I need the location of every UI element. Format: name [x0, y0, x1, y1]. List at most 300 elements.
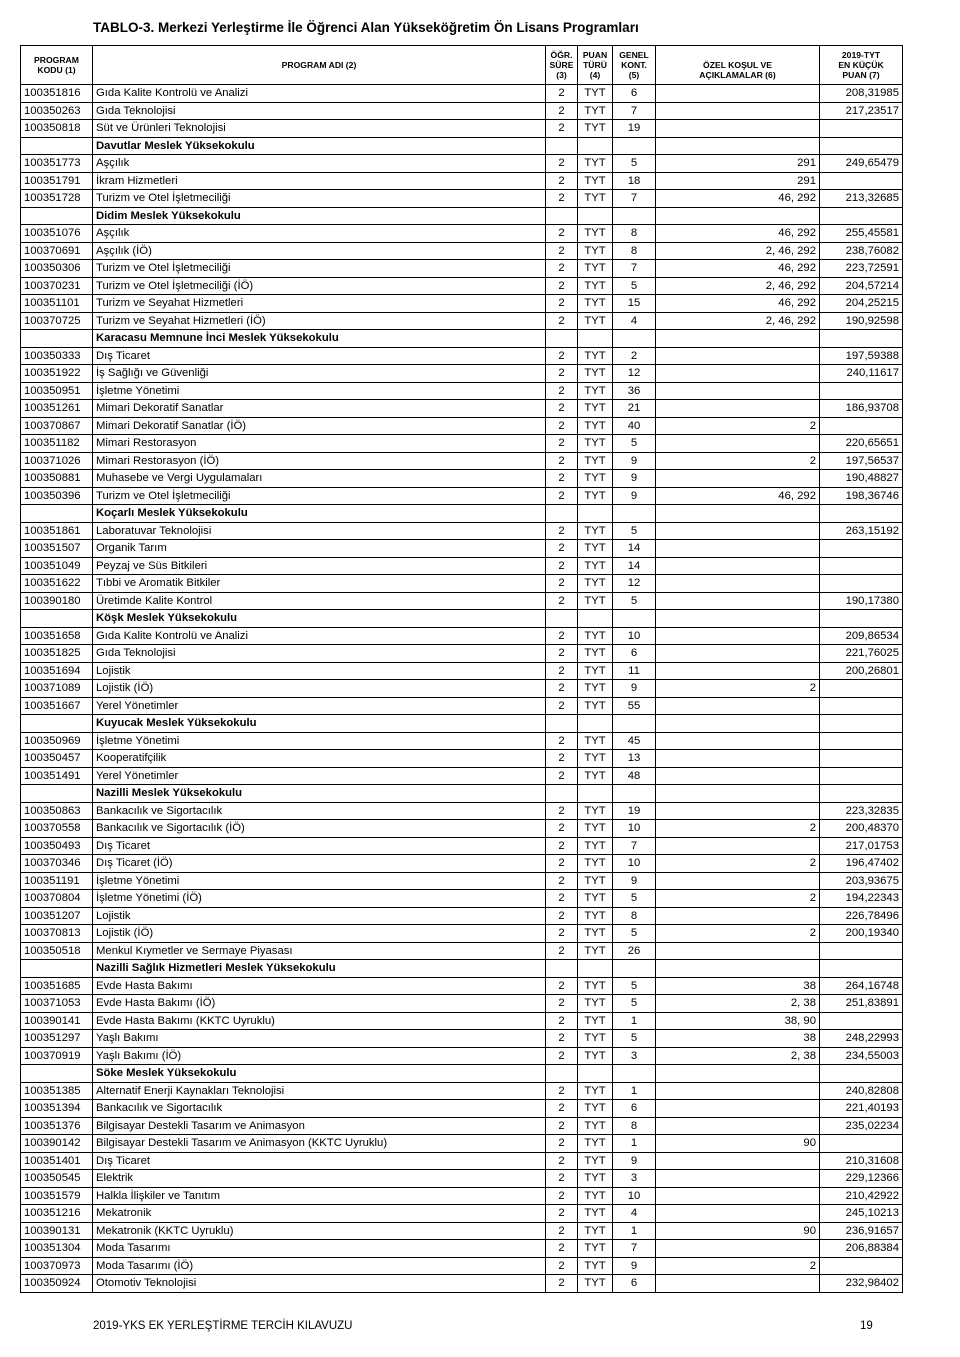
empty-cell [820, 960, 903, 978]
duration-cell: 2 [546, 1170, 578, 1188]
program-code-cell: 100351401 [21, 1152, 93, 1170]
quota-cell: 5 [613, 995, 656, 1013]
duration-cell: 2 [546, 260, 578, 278]
min-score-cell: 209,86534 [820, 627, 903, 645]
header-program-code: PROGRAM KODU (1) [21, 46, 93, 85]
quota-cell: 8 [613, 225, 656, 243]
program-name-cell: Bankacılık ve Sigortacılık [93, 1100, 546, 1118]
group-row [21, 610, 903, 628]
program-name-cell: Aşçılık [93, 225, 546, 243]
program-code-cell: 100350951 [21, 382, 93, 400]
special-conditions-cell [656, 592, 820, 610]
duration-cell: 2 [546, 855, 578, 873]
duration-cell: 2 [546, 925, 578, 943]
empty-cell [21, 330, 93, 348]
special-conditions-cell [656, 1082, 820, 1100]
empty-cell [578, 1065, 613, 1083]
program-name-cell: Yerel Yönetimler [93, 767, 546, 785]
program-name-cell: Lojistik (İÖ) [93, 925, 546, 943]
program-code-cell: 100350333 [21, 347, 93, 365]
program-name-cell: Peyzaj ve Süs Bitkileri [93, 557, 546, 575]
group-row [21, 785, 903, 803]
program-name-cell: Evde Hasta Bakımı [93, 977, 546, 995]
special-conditions-cell [656, 120, 820, 138]
program-name-cell: Lojistik (İÖ) [93, 680, 546, 698]
program-name-cell: Mimari Dekoratif Sanatlar [93, 400, 546, 418]
duration-cell: 2 [546, 977, 578, 995]
empty-cell [613, 960, 656, 978]
program-name-cell: Üretimde Kalite Kontrol [93, 592, 546, 610]
table-row [21, 435, 903, 453]
program-code-cell: 100351825 [21, 645, 93, 663]
group-name-cell: Kuyucak Meslek Yüksekokulu [93, 715, 546, 733]
group-row [21, 960, 903, 978]
duration-cell: 2 [546, 680, 578, 698]
score-type-cell: TYT [578, 995, 613, 1013]
duration-cell: 2 [546, 347, 578, 365]
score-type-cell: TYT [578, 1257, 613, 1275]
score-type-cell: TYT [578, 1100, 613, 1118]
quota-cell: 1 [613, 1135, 656, 1153]
quota-cell: 5 [613, 1030, 656, 1048]
score-type-cell: TYT [578, 557, 613, 575]
duration-cell: 2 [546, 487, 578, 505]
header-program-name: PROGRAM ADI (2) [93, 46, 546, 85]
table-row [21, 942, 903, 960]
empty-cell [656, 785, 820, 803]
quota-cell: 11 [613, 662, 656, 680]
min-score-cell: 221,40193 [820, 1100, 903, 1118]
duration-cell: 2 [546, 907, 578, 925]
program-name-cell: Muhasebe ve Vergi Uygulamaları [93, 470, 546, 488]
table-row [21, 1205, 903, 1223]
program-name-cell: Mimari Restorasyon (İÖ) [93, 452, 546, 470]
duration-cell: 2 [546, 1012, 578, 1030]
empty-cell [546, 785, 578, 803]
score-type-cell: TYT [578, 732, 613, 750]
table-row [21, 120, 903, 138]
table-row [21, 1187, 903, 1205]
min-score-cell: 232,98402 [820, 1275, 903, 1293]
table-row [21, 347, 903, 365]
program-name-cell: Dış Ticaret [93, 347, 546, 365]
table-row [21, 1170, 903, 1188]
program-code-cell: 100390180 [21, 592, 93, 610]
program-code-cell: 100351694 [21, 662, 93, 680]
min-score-cell [820, 767, 903, 785]
duration-cell: 2 [546, 365, 578, 383]
table-row [21, 855, 903, 873]
table-row [21, 260, 903, 278]
min-score-cell: 194,22343 [820, 890, 903, 908]
table-row [21, 417, 903, 435]
program-name-cell: Dış Ticaret [93, 1152, 546, 1170]
empty-cell [546, 207, 578, 225]
empty-cell [656, 960, 820, 978]
quota-cell: 12 [613, 575, 656, 593]
footer-guide-title: 2019-YKS EK YERLEŞTİRME TERCİH KILAVUZU [93, 1320, 353, 1332]
program-code-cell: 100350969 [21, 732, 93, 750]
special-conditions-cell: 2 [656, 452, 820, 470]
empty-cell [820, 715, 903, 733]
score-type-cell: TYT [578, 225, 613, 243]
empty-cell [21, 960, 93, 978]
special-conditions-cell [656, 802, 820, 820]
score-type-cell: TYT [578, 102, 613, 120]
min-score-cell [820, 750, 903, 768]
score-type-cell: TYT [578, 872, 613, 890]
min-score-cell [820, 172, 903, 190]
program-code-cell: 100351385 [21, 1082, 93, 1100]
program-code-cell: 100370804 [21, 890, 93, 908]
score-type-cell: TYT [578, 1240, 613, 1258]
empty-cell [578, 330, 613, 348]
quota-cell: 8 [613, 1117, 656, 1135]
min-score-cell: 223,32835 [820, 802, 903, 820]
min-score-cell: 200,19340 [820, 925, 903, 943]
program-name-cell: Otomotiv Teknolojisi [93, 1275, 546, 1293]
program-name-cell: Aşçılık (İÖ) [93, 242, 546, 260]
program-code-cell: 100351507 [21, 540, 93, 558]
empty-cell [613, 785, 656, 803]
group-row [21, 207, 903, 225]
min-score-cell: 236,91657 [820, 1222, 903, 1240]
program-name-cell: Kooperatifçilik [93, 750, 546, 768]
min-score-cell: 263,15192 [820, 522, 903, 540]
program-code-cell: 100351304 [21, 1240, 93, 1258]
duration-cell: 2 [546, 575, 578, 593]
duration-cell: 2 [546, 1257, 578, 1275]
quota-cell: 15 [613, 295, 656, 313]
duration-cell: 2 [546, 295, 578, 313]
score-type-cell: TYT [578, 522, 613, 540]
program-code-cell: 100370231 [21, 277, 93, 295]
empty-cell [578, 610, 613, 628]
quota-cell: 36 [613, 382, 656, 400]
duration-cell: 2 [546, 435, 578, 453]
program-name-cell: Moda Tasarımı (İÖ) [93, 1257, 546, 1275]
duration-cell: 2 [546, 190, 578, 208]
table-row [21, 837, 903, 855]
min-score-cell [820, 120, 903, 138]
special-conditions-cell [656, 1205, 820, 1223]
min-score-cell: 248,22993 [820, 1030, 903, 1048]
quota-cell: 13 [613, 750, 656, 768]
empty-cell [546, 137, 578, 155]
table-row [21, 522, 903, 540]
quota-cell: 8 [613, 242, 656, 260]
program-code-cell: 100370558 [21, 820, 93, 838]
page-title: TABLO-3. Merkezi Yerleştirme İle Öğrenci Alan Yükseköğretim Ön Lisans Programları [93, 20, 639, 35]
quota-cell: 48 [613, 767, 656, 785]
table-row [21, 1275, 903, 1293]
program-name-cell: Mekatronik (KKTC Uyruklu) [93, 1222, 546, 1240]
min-score-cell: 240,11617 [820, 365, 903, 383]
quota-cell: 6 [613, 1275, 656, 1293]
score-type-cell: TYT [578, 977, 613, 995]
table-row [21, 1082, 903, 1100]
quota-cell: 55 [613, 697, 656, 715]
score-type-cell: TYT [578, 1152, 613, 1170]
quota-cell: 1 [613, 1222, 656, 1240]
quota-cell: 1 [613, 1012, 656, 1030]
program-name-cell: Moda Tasarımı [93, 1240, 546, 1258]
empty-cell [656, 505, 820, 523]
min-score-cell [820, 1135, 903, 1153]
empty-cell [546, 960, 578, 978]
quota-cell: 9 [613, 470, 656, 488]
special-conditions-cell: 291 [656, 155, 820, 173]
program-name-cell: Aşçılık [93, 155, 546, 173]
score-type-cell: TYT [578, 540, 613, 558]
program-code-cell: 100350396 [21, 487, 93, 505]
table-row [21, 452, 903, 470]
quota-cell: 10 [613, 1187, 656, 1205]
min-score-cell: 203,93675 [820, 872, 903, 890]
special-conditions-cell [656, 662, 820, 680]
program-code-cell: 100350263 [21, 102, 93, 120]
min-score-cell: 264,16748 [820, 977, 903, 995]
program-name-cell: Turizm ve Otel İşletmeciliği [93, 260, 546, 278]
duration-cell: 2 [546, 1275, 578, 1293]
quota-cell: 9 [613, 872, 656, 890]
score-type-cell: TYT [578, 260, 613, 278]
empty-cell [21, 715, 93, 733]
table-row [21, 295, 903, 313]
special-conditions-cell [656, 872, 820, 890]
table-row [21, 575, 903, 593]
special-conditions-cell [656, 102, 820, 120]
duration-cell: 2 [546, 1047, 578, 1065]
program-code-cell: 100350545 [21, 1170, 93, 1188]
min-score-cell [820, 697, 903, 715]
table-row [21, 907, 903, 925]
special-conditions-cell: 90 [656, 1222, 820, 1240]
quota-cell: 6 [613, 85, 656, 103]
special-conditions-cell: 46, 292 [656, 225, 820, 243]
score-type-cell: TYT [578, 85, 613, 103]
duration-cell: 2 [546, 1117, 578, 1135]
duration-cell: 2 [546, 557, 578, 575]
program-code-cell: 100351491 [21, 767, 93, 785]
program-name-cell: Tıbbi ve Aromatik Bitkiler [93, 575, 546, 593]
program-code-cell: 100351728 [21, 190, 93, 208]
score-type-cell: TYT [578, 1082, 613, 1100]
score-type-cell: TYT [578, 190, 613, 208]
quota-cell: 4 [613, 1205, 656, 1223]
score-type-cell: TYT [578, 172, 613, 190]
program-name-cell: Gıda Teknolojisi [93, 645, 546, 663]
special-conditions-cell [656, 1152, 820, 1170]
min-score-cell: 210,42922 [820, 1187, 903, 1205]
special-conditions-cell: 2 [656, 890, 820, 908]
special-conditions-cell [656, 85, 820, 103]
table-row [21, 277, 903, 295]
empty-cell [21, 1065, 93, 1083]
table-row [21, 1117, 903, 1135]
table-row [21, 1222, 903, 1240]
score-type-cell: TYT [578, 487, 613, 505]
empty-cell [656, 1065, 820, 1083]
empty-cell [656, 330, 820, 348]
table-row [21, 365, 903, 383]
program-code-cell: 100370346 [21, 855, 93, 873]
quota-cell: 7 [613, 260, 656, 278]
program-name-cell: Menkul Kıymetler ve Sermaye Piyasası [93, 942, 546, 960]
special-conditions-cell: 2 [656, 680, 820, 698]
empty-cell [578, 137, 613, 155]
score-type-cell: TYT [578, 942, 613, 960]
empty-cell [820, 207, 903, 225]
table-row [21, 697, 903, 715]
group-name-cell: Söke Meslek Yüksekokulu [93, 1065, 546, 1083]
special-conditions-cell [656, 575, 820, 593]
table-row [21, 557, 903, 575]
quota-cell: 21 [613, 400, 656, 418]
program-code-cell: 100351579 [21, 1187, 93, 1205]
quota-cell: 19 [613, 120, 656, 138]
score-type-cell: TYT [578, 855, 613, 873]
duration-cell: 2 [546, 645, 578, 663]
special-conditions-cell: 2, 38 [656, 995, 820, 1013]
group-name-cell: Davutlar Meslek Yüksekokulu [93, 137, 546, 155]
program-code-cell: 100351658 [21, 627, 93, 645]
score-type-cell: TYT [578, 1205, 613, 1223]
min-score-cell: 235,02234 [820, 1117, 903, 1135]
table-row [21, 995, 903, 1013]
score-type-cell: TYT [578, 382, 613, 400]
special-conditions-cell: 38, 90 [656, 1012, 820, 1030]
program-code-cell: 100351622 [21, 575, 93, 593]
score-type-cell: TYT [578, 1047, 613, 1065]
score-type-cell: TYT [578, 1117, 613, 1135]
special-conditions-cell [656, 1100, 820, 1118]
quota-cell: 6 [613, 645, 656, 663]
table-row [21, 1135, 903, 1153]
min-score-cell: 240,82808 [820, 1082, 903, 1100]
special-conditions-cell [656, 1187, 820, 1205]
table-row [21, 172, 903, 190]
score-type-cell: TYT [578, 802, 613, 820]
duration-cell: 2 [546, 662, 578, 680]
duration-cell: 2 [546, 890, 578, 908]
special-conditions-cell: 2 [656, 1257, 820, 1275]
empty-cell [820, 610, 903, 628]
program-code-cell: 100351297 [21, 1030, 93, 1048]
program-name-cell: Evde Hasta Bakımı (KKTC Uyruklu) [93, 1012, 546, 1030]
program-code-cell: 100351049 [21, 557, 93, 575]
empty-cell [578, 715, 613, 733]
empty-cell [578, 207, 613, 225]
empty-cell [546, 715, 578, 733]
program-code-cell: 100350457 [21, 750, 93, 768]
table-row [21, 732, 903, 750]
empty-cell [656, 137, 820, 155]
program-code-cell: 100370867 [21, 417, 93, 435]
header-duration: ÖĞR. SÜRE (3) [546, 46, 578, 85]
duration-cell: 2 [546, 400, 578, 418]
quota-cell: 12 [613, 365, 656, 383]
table-row [21, 767, 903, 785]
empty-cell [21, 137, 93, 155]
min-score-cell: 190,17380 [820, 592, 903, 610]
group-name-cell: Karacasu Memnune İnci Meslek Yüksekokulu [93, 330, 546, 348]
score-type-cell: TYT [578, 452, 613, 470]
empty-cell [578, 960, 613, 978]
group-row [21, 505, 903, 523]
min-score-cell: 251,83891 [820, 995, 903, 1013]
quota-cell: 9 [613, 680, 656, 698]
min-score-cell: 234,55003 [820, 1047, 903, 1065]
duration-cell: 2 [546, 1152, 578, 1170]
program-name-cell: Mimari Dekoratif Sanatlar (İÖ) [93, 417, 546, 435]
table-row [21, 242, 903, 260]
duration-cell: 2 [546, 312, 578, 330]
empty-cell [546, 1065, 578, 1083]
quota-cell: 5 [613, 977, 656, 995]
min-score-cell: 223,72591 [820, 260, 903, 278]
group-row [21, 330, 903, 348]
min-score-cell: 196,47402 [820, 855, 903, 873]
score-type-cell: TYT [578, 312, 613, 330]
table-row [21, 487, 903, 505]
score-type-cell: TYT [578, 120, 613, 138]
special-conditions-cell [656, 1275, 820, 1293]
program-code-cell: 100351922 [21, 365, 93, 383]
score-type-cell: TYT [578, 627, 613, 645]
program-code-cell: 100351216 [21, 1205, 93, 1223]
special-conditions-cell [656, 470, 820, 488]
score-type-cell: TYT [578, 1222, 613, 1240]
quota-cell: 2 [613, 347, 656, 365]
special-conditions-cell: 46, 292 [656, 487, 820, 505]
special-conditions-cell [656, 365, 820, 383]
score-type-cell: TYT [578, 417, 613, 435]
score-type-cell: TYT [578, 925, 613, 943]
duration-cell: 2 [546, 697, 578, 715]
program-name-cell: Turizm ve Otel İşletmeciliği (İÖ) [93, 277, 546, 295]
quota-cell: 40 [613, 417, 656, 435]
table-row [21, 1240, 903, 1258]
min-score-cell: 249,65479 [820, 155, 903, 173]
score-type-cell: TYT [578, 645, 613, 663]
quota-cell: 19 [613, 802, 656, 820]
min-score-cell: 229,12366 [820, 1170, 903, 1188]
program-name-cell: İkram Hizmetleri [93, 172, 546, 190]
program-name-cell: Dış Ticaret [93, 837, 546, 855]
duration-cell: 2 [546, 995, 578, 1013]
program-code-cell: 100351261 [21, 400, 93, 418]
empty-cell [21, 610, 93, 628]
min-score-cell: 190,48827 [820, 470, 903, 488]
program-code-cell: 100351207 [21, 907, 93, 925]
min-score-cell: 206,88384 [820, 1240, 903, 1258]
table-row [21, 102, 903, 120]
duration-cell: 2 [546, 1082, 578, 1100]
special-conditions-cell: 90 [656, 1135, 820, 1153]
quota-cell: 4 [613, 312, 656, 330]
empty-cell [613, 330, 656, 348]
empty-cell [21, 207, 93, 225]
program-name-cell: Mimari Restorasyon [93, 435, 546, 453]
special-conditions-cell [656, 1240, 820, 1258]
program-name-cell: Bilgisayar Destekli Tasarım ve Animasyon (KKTC Uyruklu) [93, 1135, 546, 1153]
min-score-cell: 186,93708 [820, 400, 903, 418]
quota-cell: 26 [613, 942, 656, 960]
quota-cell: 14 [613, 557, 656, 575]
min-score-cell [820, 680, 903, 698]
table-row [21, 400, 903, 418]
